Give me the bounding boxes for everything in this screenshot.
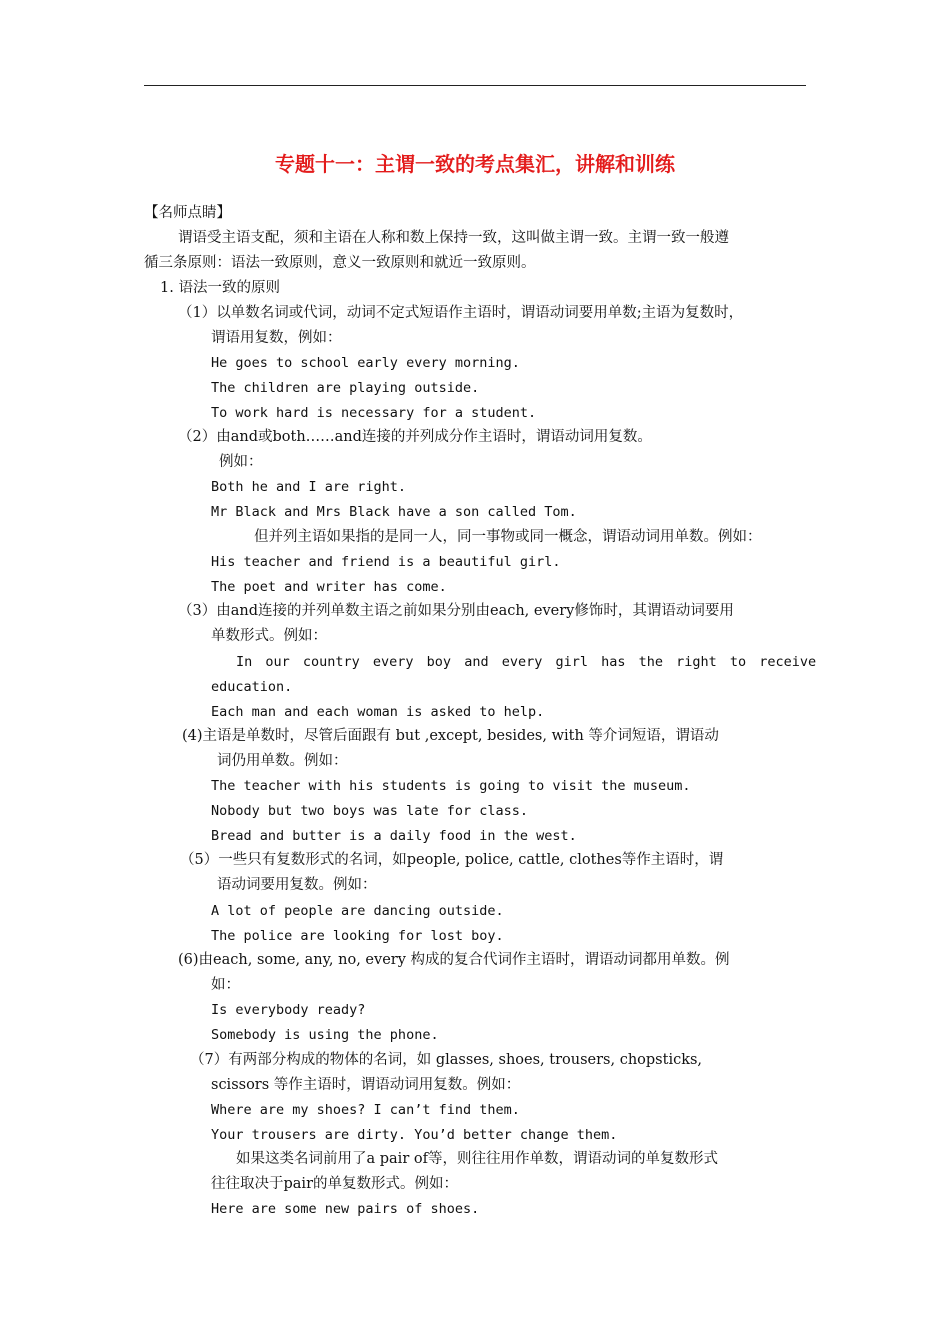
rule-item: （5）一些只有复数形式的名词，如people, police, cattle, clothes等作主语时，谓 bbox=[180, 852, 724, 868]
rule-item: （2）由and或both……and连接的并列成分作主语时，谓语动词用复数。 bbox=[178, 429, 652, 445]
example-sentence: Is everybody ready? bbox=[211, 1002, 366, 1018]
example-sentence: Bread and butter is a daily food in the west. bbox=[211, 828, 577, 844]
example-sentence: In our country every boy and every girl has the right to receive bbox=[236, 654, 817, 670]
rule-item: （7）有两部分构成的物体的名词，如 glasses, shoes, trousers, chopsticks, bbox=[190, 1052, 703, 1068]
page-title: 专题十一：主谓一致的考点集汇，讲解和训练 bbox=[275, 152, 675, 176]
rule-item: (4)主语是单数时，尽管后面跟有 but ,except, besides, with 等介词短语，谓语动 bbox=[182, 728, 719, 744]
section-heading: 【名师点睛】 bbox=[144, 205, 231, 221]
example-sentence: Somebody is using the phone. bbox=[211, 1027, 439, 1043]
example-sentence: He goes to school early every morning. bbox=[211, 355, 520, 371]
rule-item-cont: 如： bbox=[211, 977, 240, 993]
note-line: 如果这类名词前用了a pair of等，则往往用作单数，谓语动词的单复数形式 bbox=[236, 1151, 718, 1167]
rule-item-cont: 单数形式。例如： bbox=[211, 628, 327, 644]
example-sentence: The police are looking for lost boy. bbox=[211, 928, 504, 944]
example-sentence: The poet and writer has come. bbox=[211, 579, 447, 595]
example-sentence: The children are playing outside. bbox=[211, 380, 480, 396]
example-sentence: The teacher with his students is going to visit the museum. bbox=[211, 778, 691, 794]
rule-item: (6)由each, some, any, no, every 构成的复合代词作主语时，谓语动词都用单数。例 bbox=[178, 952, 730, 968]
rule-heading: 1. 语法一致的原则 bbox=[160, 280, 280, 296]
rule-item-cont: 语动词要用复数。例如： bbox=[217, 877, 377, 893]
rule-item-cont: 词仍用单数。例如： bbox=[217, 753, 348, 769]
rule-item-cont: 例如： bbox=[219, 454, 263, 470]
example-sentence: education. bbox=[211, 679, 293, 695]
rule-item-cont: scissors 等作主语时，谓语动词用复数。例如： bbox=[211, 1077, 521, 1093]
note-line: 往往取决于pair的单复数形式。例如： bbox=[211, 1176, 458, 1192]
example-sentence: Here are some new pairs of shoes. bbox=[211, 1201, 480, 1217]
example-sentence: Nobody but two boys was late for class. bbox=[211, 803, 528, 819]
example-sentence: Where are my shoes? I can’t find them. bbox=[211, 1102, 520, 1118]
rule-item: （1）以单数名词或代词，动词不定式短语作主语时，谓语动词要用单数;主语为复数时， bbox=[178, 305, 744, 321]
example-sentence: A lot of people are dancing outside. bbox=[211, 903, 504, 919]
example-sentence: Mr Black and Mrs Black have a son called Tom. bbox=[211, 504, 577, 520]
rule-item: （3）由and连接的并列单数主语之前如果分别由each, every修饰时，其谓语动词要用 bbox=[178, 603, 734, 619]
paragraph-line: 循三条原则：语法一致原则，意义一致原则和就近一致原则。 bbox=[144, 255, 536, 271]
header-rule bbox=[144, 85, 806, 86]
example-sentence: His teacher and friend is a beautiful girl. bbox=[211, 554, 561, 570]
note-line: 但并列主语如果指的是同一人，同一事物或同一概念，谓语动词用单数。例如： bbox=[254, 529, 762, 545]
paragraph-line: 谓语受主语支配，须和主语在人称和数上保持一致，这叫做主谓一致。主谓一致一般遵 bbox=[178, 230, 729, 246]
example-sentence: Both he and I are right. bbox=[211, 479, 407, 495]
rule-item-cont: 谓语用复数，例如： bbox=[211, 330, 342, 346]
example-sentence: To work hard is necessary for a student. bbox=[211, 405, 537, 421]
example-sentence: Each man and each woman is asked to help. bbox=[211, 704, 545, 720]
example-sentence: Your trousers are dirty. You’d better change them. bbox=[211, 1127, 618, 1143]
